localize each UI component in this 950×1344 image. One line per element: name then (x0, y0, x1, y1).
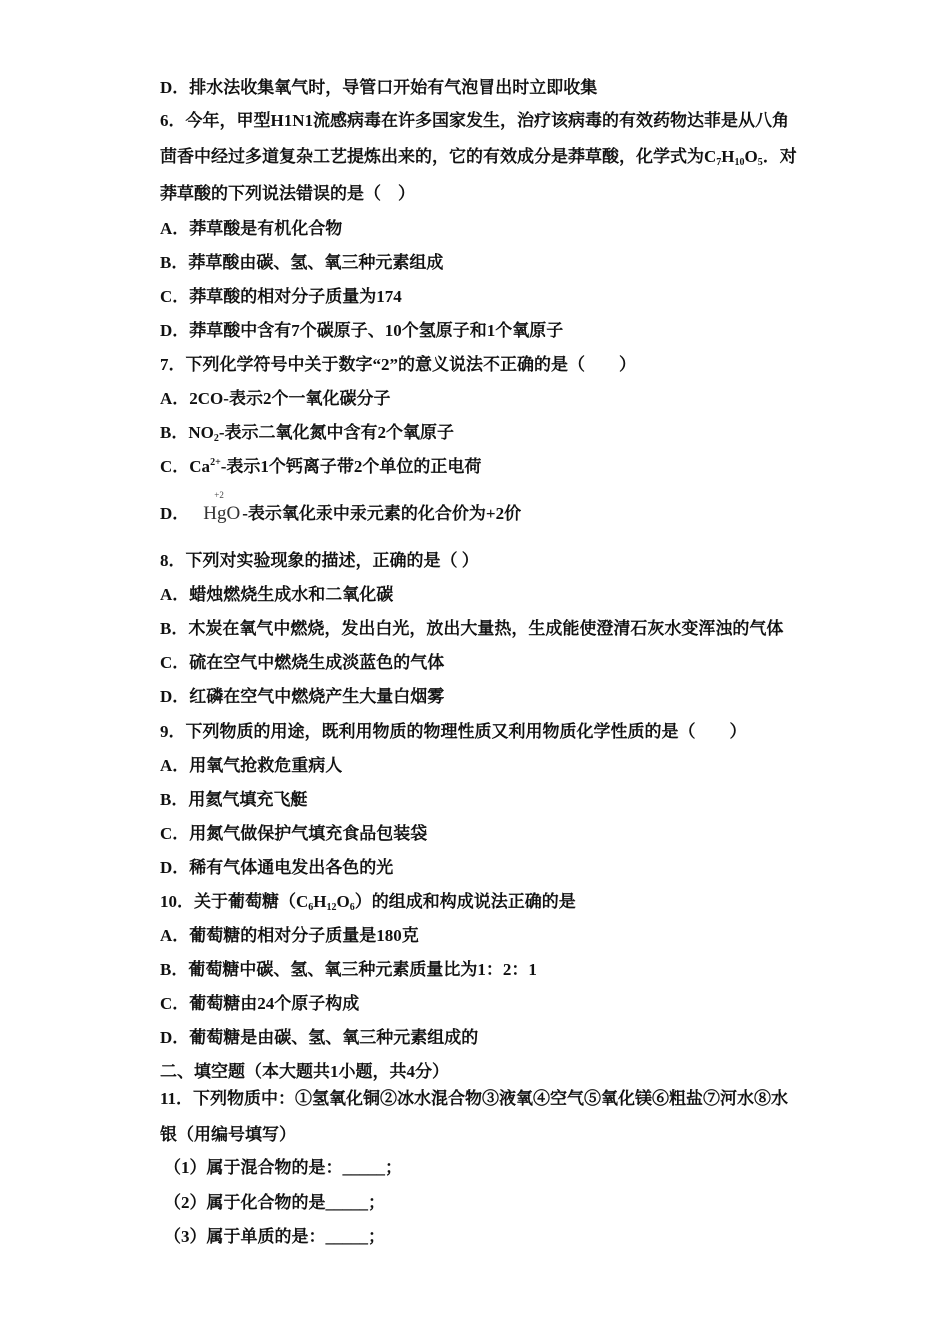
q6-stem-line-2 (160, 147, 797, 167)
q9-option-c: C．用氮气做保护气填充食品包装袋 (160, 824, 428, 843)
q10-option-a: A．葡萄糖的相对分子质量是180克 (160, 926, 419, 945)
valence-formula (203, 490, 241, 524)
formula-subscript: 6 (308, 902, 314, 913)
q10-option-c: C．葡萄糖由24个原子构成 (160, 994, 360, 1013)
formula-subscript: 5 (757, 157, 763, 168)
q7-option-d-text: -表示氧化汞中汞元素的化合价为+2价 (242, 504, 522, 523)
formula-element: O (336, 892, 350, 911)
formula-subscript: 6 (349, 902, 355, 913)
q6-option-c: C．莽草酸的相对分子质量为174 (160, 287, 402, 306)
q10-stem (160, 892, 576, 912)
q11-stem-line-1: 11．下列物质中：①氢氧化铜②冰水混合物③液氧④空气⑤氧化镁⑥粗盐⑦河水⑧水 (160, 1089, 789, 1108)
q7-option-c-formula: C．Ca (160, 457, 211, 476)
q9-option-d: D．稀有气体通电发出各色的光 (160, 858, 394, 877)
q9-option-b: B．用氦气填充飞艇 (160, 790, 308, 809)
q7-stem: 7．下列化学符号中关于数字“2”的意义说法不正确的是（ ） (160, 355, 636, 374)
formula-element: O (744, 147, 758, 166)
q6-stem-line-1: 6．今年，甲型H1N1流感病毒在许多国家发生，治疗该病毒的有效药物达菲是从八角 (160, 111, 789, 130)
q6-option-a: A．莽草酸是有机化合物 (160, 219, 343, 238)
ion-charge-superscript: 2+ (210, 457, 221, 468)
section-title: 二、填空题（本大题共1小题，共4分） (160, 1062, 449, 1081)
q10-stem-text: 10．关于葡萄糖（C (160, 892, 309, 911)
formula-subscript: 7 (716, 157, 722, 168)
q10-option-d: D．葡萄糖是由碳、氢、氧三种元素组成的 (160, 1028, 479, 1047)
q8-option-d: D．红磷在空气中燃烧产生大量白烟雾 (160, 687, 445, 706)
q7-option-b-formula: B．NO (160, 423, 214, 442)
q5-option-d: D．排水法收集氧气时，导管口开始有气泡冒出时立即收集 (160, 78, 598, 97)
q11-part-2: （2）属于化合物的是_____； (164, 1193, 385, 1212)
q6-stem-line-3: 莽草酸的下列说法错误的是（ ） (160, 184, 415, 203)
formula-subscript: 10 (734, 157, 745, 168)
q7-option-b-text: -表示二氧化氮中含有2个氧原子 (218, 423, 455, 442)
q7-option-d-label: D． (160, 504, 190, 523)
q6-option-d: D．莽草酸中含有7个碳原子、10个氢原子和1个氧原子 (160, 321, 564, 340)
q6-option-b: B．莽草酸由碳、氢、氧三种元素组成 (160, 253, 444, 272)
q7-option-c (160, 457, 481, 477)
q7-option-a: A．2CO-表示2个一氧化碳分子 (160, 389, 391, 408)
formula-hgo: HgO (203, 503, 241, 524)
q9-option-a: A．用氧气抢救危重病人 (160, 756, 343, 775)
q11-part-1: （1）属于混合物的是：_____； (164, 1158, 402, 1177)
q10-option-b: B．葡萄糖中碳、氢、氧三种元素质量比为1：2：1 (160, 960, 537, 979)
q8-option-c: C．硫在空气中燃烧生成淡蓝色的气体 (160, 653, 445, 672)
q7-option-c-text: -表示1个钙离子带2个单位的正电荷 (220, 457, 482, 476)
q6-stem-text-end: ．对 (762, 147, 797, 166)
formula-subscript: 2 (213, 433, 219, 444)
q11-part-3: （3）属于单质的是：_____； (164, 1227, 385, 1246)
q8-stem: 8．下列对实验现象的描述，正确的是（ ） (160, 551, 479, 570)
formula-element: H (721, 147, 735, 166)
q11-stem-line-2: 银（用编号填写） (160, 1125, 296, 1144)
valence-mark: +2 (214, 490, 224, 500)
q7-option-b (160, 423, 454, 443)
q8-option-b: B．木炭在氧气中燃烧，发出白光，放出大量热，生成能使澄清石灰水变浑浊的气体 (160, 619, 784, 638)
q6-stem-text: 茴香中经过多道复杂工艺提炼出来的，它的有效成分是莽草酸，化学式为C (160, 147, 717, 166)
q10-stem-text-end: ）的组成和构成说法正确的是 (354, 892, 576, 911)
q8-option-a: A．蜡烛燃烧生成水和二氧化碳 (160, 585, 394, 604)
formula-element: H (313, 892, 327, 911)
q7-option-d (160, 490, 522, 524)
q9-stem: 9．下列物质的用途，既利用物质的物理性质又利用物质化学性质的是（ ） (160, 722, 747, 741)
formula-subscript: 12 (326, 902, 337, 913)
